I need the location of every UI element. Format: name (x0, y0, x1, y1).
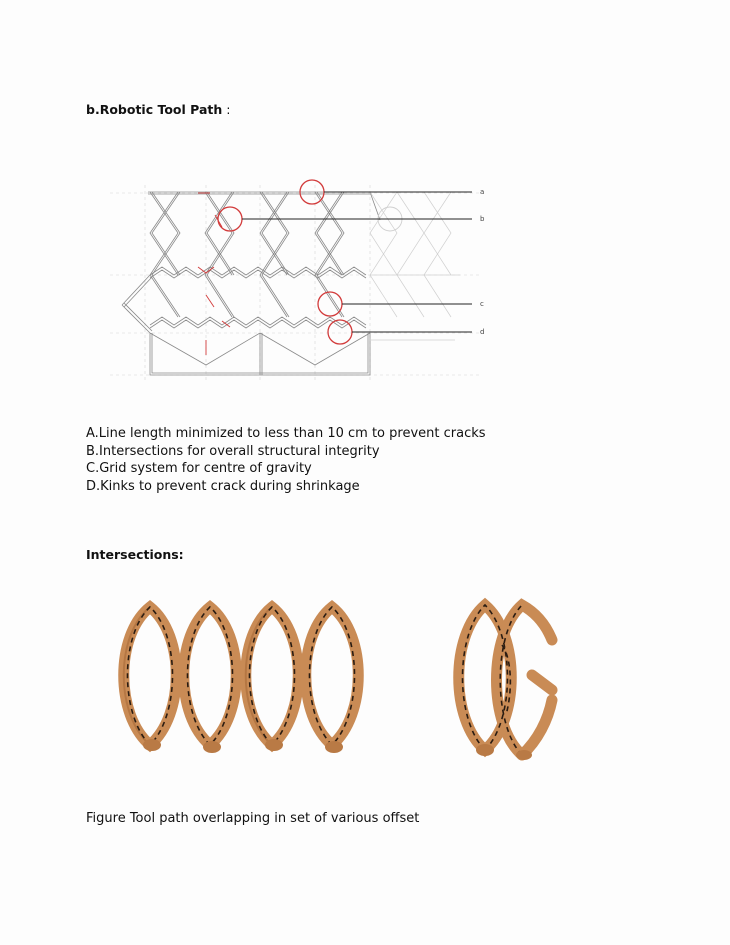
section-heading-label: b.Robotic Tool Path (86, 102, 223, 117)
section-heading (86, 102, 230, 117)
lattice-top (148, 192, 380, 317)
kink-bands (122, 267, 366, 333)
highlight-segments (198, 193, 230, 355)
list-item: A.Line length minimized to less than 10 cm to prevent cracks (86, 426, 486, 441)
list-item: B.Intersections for overall structural integrity (86, 443, 380, 459)
intersections-heading: Intersections: (86, 547, 184, 562)
clay-print-four-loops (110, 595, 380, 765)
clay-print-offset-loops (440, 595, 570, 770)
callout-label-c: c (480, 300, 484, 308)
list-item: D.Kinks to prevent crack during shrinkage (86, 478, 360, 494)
callout-label-d: d (480, 328, 485, 336)
lattice-bottom (150, 333, 455, 375)
section-heading-suffix: : (222, 102, 231, 117)
callout-label-a: a (480, 188, 485, 196)
clay-loops (124, 607, 359, 745)
figure-caption: Figure Tool path overlapping in set of various offset (86, 811, 420, 826)
list-item: C.Grid system for centre of gravity (86, 461, 312, 476)
tool-path-diagram (110, 175, 490, 385)
callout-label-b: b (480, 215, 485, 223)
notes-list (86, 425, 486, 495)
clay-joints (143, 739, 343, 753)
lattice-ghost (370, 192, 460, 317)
